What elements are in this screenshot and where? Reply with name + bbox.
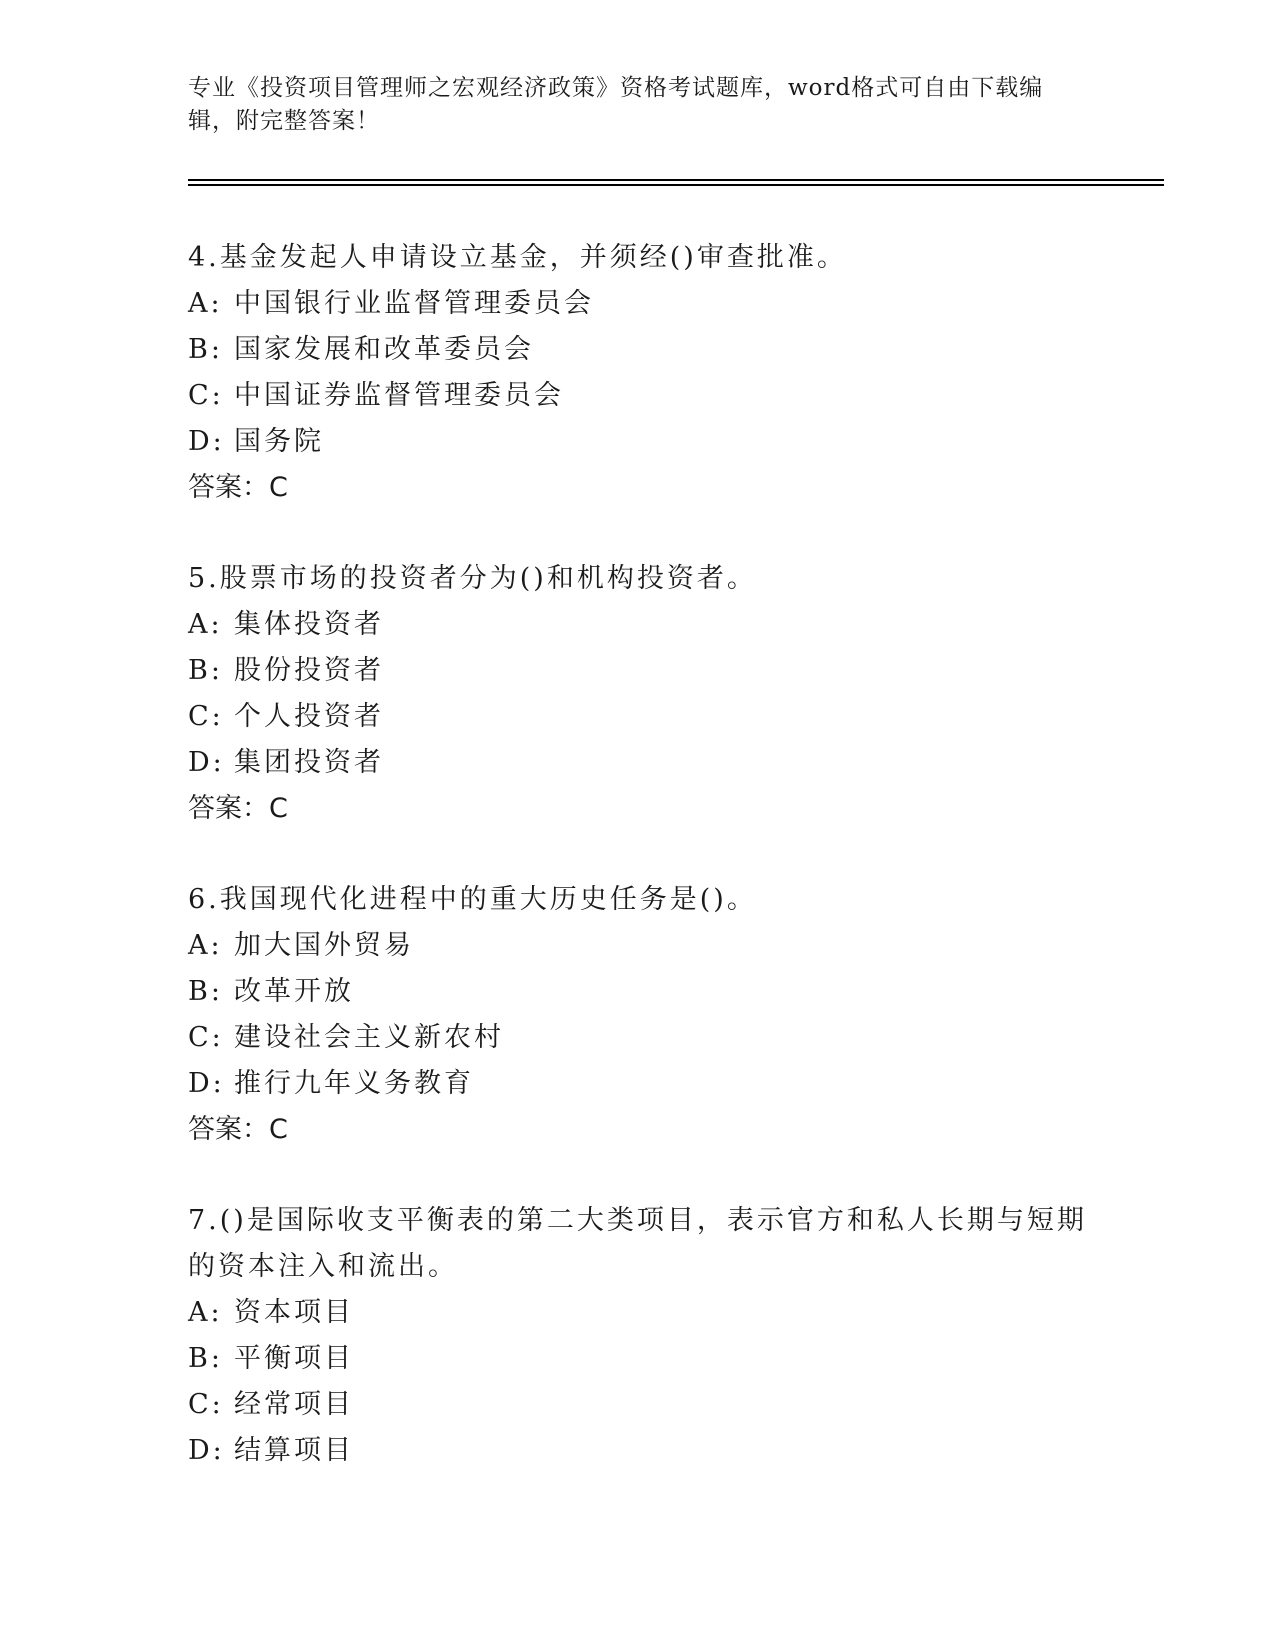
option-text: 推行九年义务教育: [234, 1068, 474, 1099]
header-divider-top: [188, 179, 1164, 181]
option-d: [188, 419, 1088, 465]
option-b: [188, 327, 1088, 373]
option-key: C:: [188, 701, 224, 732]
option-key: A:: [188, 609, 223, 640]
option-text: 结算项目: [234, 1435, 354, 1466]
question-stem: 5.股票市场的投资者分为()和机构投资者。: [188, 563, 757, 594]
option-c: [188, 1382, 1088, 1428]
option-text: 国务院: [234, 426, 324, 457]
document-header: 专业《投资项目管理师之宏观经济政策》资格考试题库，word格式可自由下载编辑，附完整答案！: [188, 75, 1044, 134]
option-text: 国家发展和改革委员会: [234, 334, 534, 365]
option-c: [188, 694, 1088, 740]
option-key: A:: [188, 930, 223, 961]
question-7: [188, 1198, 1088, 1474]
option-text: 中国银行业监督管理委员会: [234, 288, 594, 319]
question-stem: 4.基金发起人申请设立基金，并须经()审查批准。: [188, 242, 847, 273]
option-a: [188, 281, 1088, 327]
option-a: [188, 1290, 1088, 1336]
option-text: 建设社会主义新农村: [234, 1022, 504, 1053]
answer-line: 答案：C: [188, 472, 288, 503]
option-text: 集体投资者: [234, 609, 384, 640]
option-key: D:: [188, 1435, 225, 1466]
question-6: [188, 877, 1088, 1153]
option-key: B:: [188, 976, 223, 1007]
option-text: 经常项目: [234, 1389, 354, 1420]
option-c: [188, 373, 1088, 419]
option-b: [188, 1336, 1088, 1382]
option-key: B:: [188, 655, 223, 686]
option-text: 股份投资者: [234, 655, 384, 686]
option-key: D:: [188, 426, 225, 457]
option-text: 集团投资者: [234, 747, 384, 778]
option-text: 加大国外贸易: [234, 930, 414, 961]
option-key: A:: [188, 288, 223, 319]
answer-line: 答案：C: [188, 793, 288, 824]
option-a: [188, 923, 1088, 969]
option-text: 个人投资者: [234, 701, 384, 732]
option-b: [188, 969, 1088, 1015]
answer-line: 答案：C: [188, 1114, 288, 1145]
option-key: C:: [188, 380, 224, 411]
option-key: D:: [188, 747, 225, 778]
option-text: 改革开放: [234, 976, 354, 1007]
header-divider-bottom: [188, 184, 1164, 186]
option-d: [188, 1061, 1088, 1107]
option-b: [188, 648, 1088, 694]
option-d: [188, 740, 1088, 786]
option-c: [188, 1015, 1088, 1061]
option-text: 资本项目: [234, 1297, 354, 1328]
option-key: D:: [188, 1068, 225, 1099]
option-key: A:: [188, 1297, 223, 1328]
question-4: [188, 235, 1088, 511]
question-5: [188, 556, 1088, 832]
option-key: B:: [188, 1343, 223, 1374]
option-text: 平衡项目: [234, 1343, 354, 1374]
option-key: C:: [188, 1389, 224, 1420]
option-key: B:: [188, 334, 223, 365]
question-stem: 6.我国现代化进程中的重大历史任务是()。: [188, 884, 757, 915]
question-stem: 7.()是国际收支平衡表的第二大类项目，表示官方和私人长期与短期的资本注入和流出。: [188, 1205, 1087, 1282]
option-key: C:: [188, 1022, 224, 1053]
option-a: [188, 602, 1088, 648]
option-text: 中国证券监督管理委员会: [234, 380, 564, 411]
option-d: [188, 1428, 1088, 1474]
